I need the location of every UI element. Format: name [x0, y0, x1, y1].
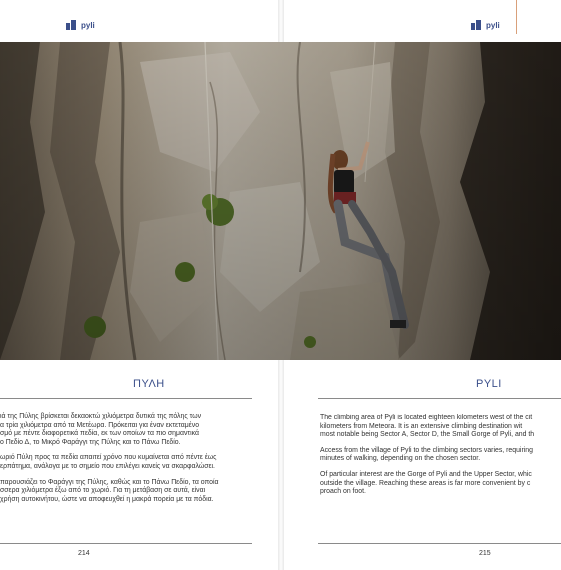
right-header [471, 20, 500, 30]
left-line: ωριό Πύλη προς τα πεδία απαιτεί χρόνο που κυμαίνεται από πέντε έως [0, 454, 217, 462]
right-line: proach on foot. [320, 488, 366, 496]
right-section-title: PYLI [476, 378, 502, 390]
right-line: Access from the village of Pyli to the climbing sectors varies, requiring [320, 446, 533, 454]
right-page-number: 215 [479, 550, 491, 557]
left-line: ερπάτημα, ανάλογα με το σημείο που επιλέγει κανείς να σκαρφαλώσει. [0, 462, 215, 470]
left-line: παρουσιάζει το Φαράγγι της Πύλης, καθώς και το Πάνω Πεδίο, τα οποία [0, 478, 219, 486]
left-line: α τρία χιλιόμετρα από τα Μετέωρα. Πρόκειται για έναν εκτεταμένο [0, 421, 200, 429]
right-line: outside the village. Reaching these areas is far more convenient by c [320, 479, 531, 487]
climbing-photo [0, 42, 561, 360]
left-header-label: pyli [81, 20, 95, 30]
right-body-text [320, 414, 561, 504]
right-line: The climbing area of Pyli is located eighteen kilometers west of the cit [320, 414, 533, 421]
book-icon [66, 20, 77, 30]
left-line: ο Πεδίο Δ, το Μικρό Φαράγγι της Πύλης και το Πάνω Πεδίο. [0, 438, 181, 446]
page-edge-line [516, 0, 517, 34]
left-line: χρήση αυτοκινήτου, ώστε να αποφευχθεί η μακρά πορεία με τα πόδια. [0, 495, 214, 503]
right-line: most notable being Sector A, Sector D, the Small Gorge of Pyli, and th [320, 431, 535, 439]
left-title-rule [0, 398, 252, 399]
right-line: kilometers from Meteora. It is an extensive climbing destination wit [320, 422, 523, 430]
left-line: ιά της Πύλης βρίσκεται δεκαοκτώ χιλιόμετρα δυτικά της πόλης των [0, 413, 202, 420]
left-footer-rule [0, 543, 252, 544]
right-header-label: pyli [486, 20, 500, 30]
left-line: σμό με πέντε διαφορετικά πεδία, εκ των οποίων τα πιο σημαντικά [0, 430, 199, 438]
left-body-text [0, 413, 252, 511]
right-line: Of particular interest are the Gorge of Pyli and the Upper Sector, whic [320, 470, 532, 478]
book-icon [471, 20, 482, 30]
right-footer-rule [318, 543, 561, 544]
left-section-title: ΠΥΛΗ [133, 378, 165, 390]
right-line: minutes of walking, depending on the chosen sector. [320, 455, 481, 463]
left-header [66, 20, 95, 30]
left-page-number: 214 [78, 550, 90, 557]
left-line: σσερα χιλιόμετρα έξω από το χωριό. Για τη μετάβαση σε αυτά, είναι [0, 487, 206, 495]
right-title-rule [318, 398, 561, 399]
